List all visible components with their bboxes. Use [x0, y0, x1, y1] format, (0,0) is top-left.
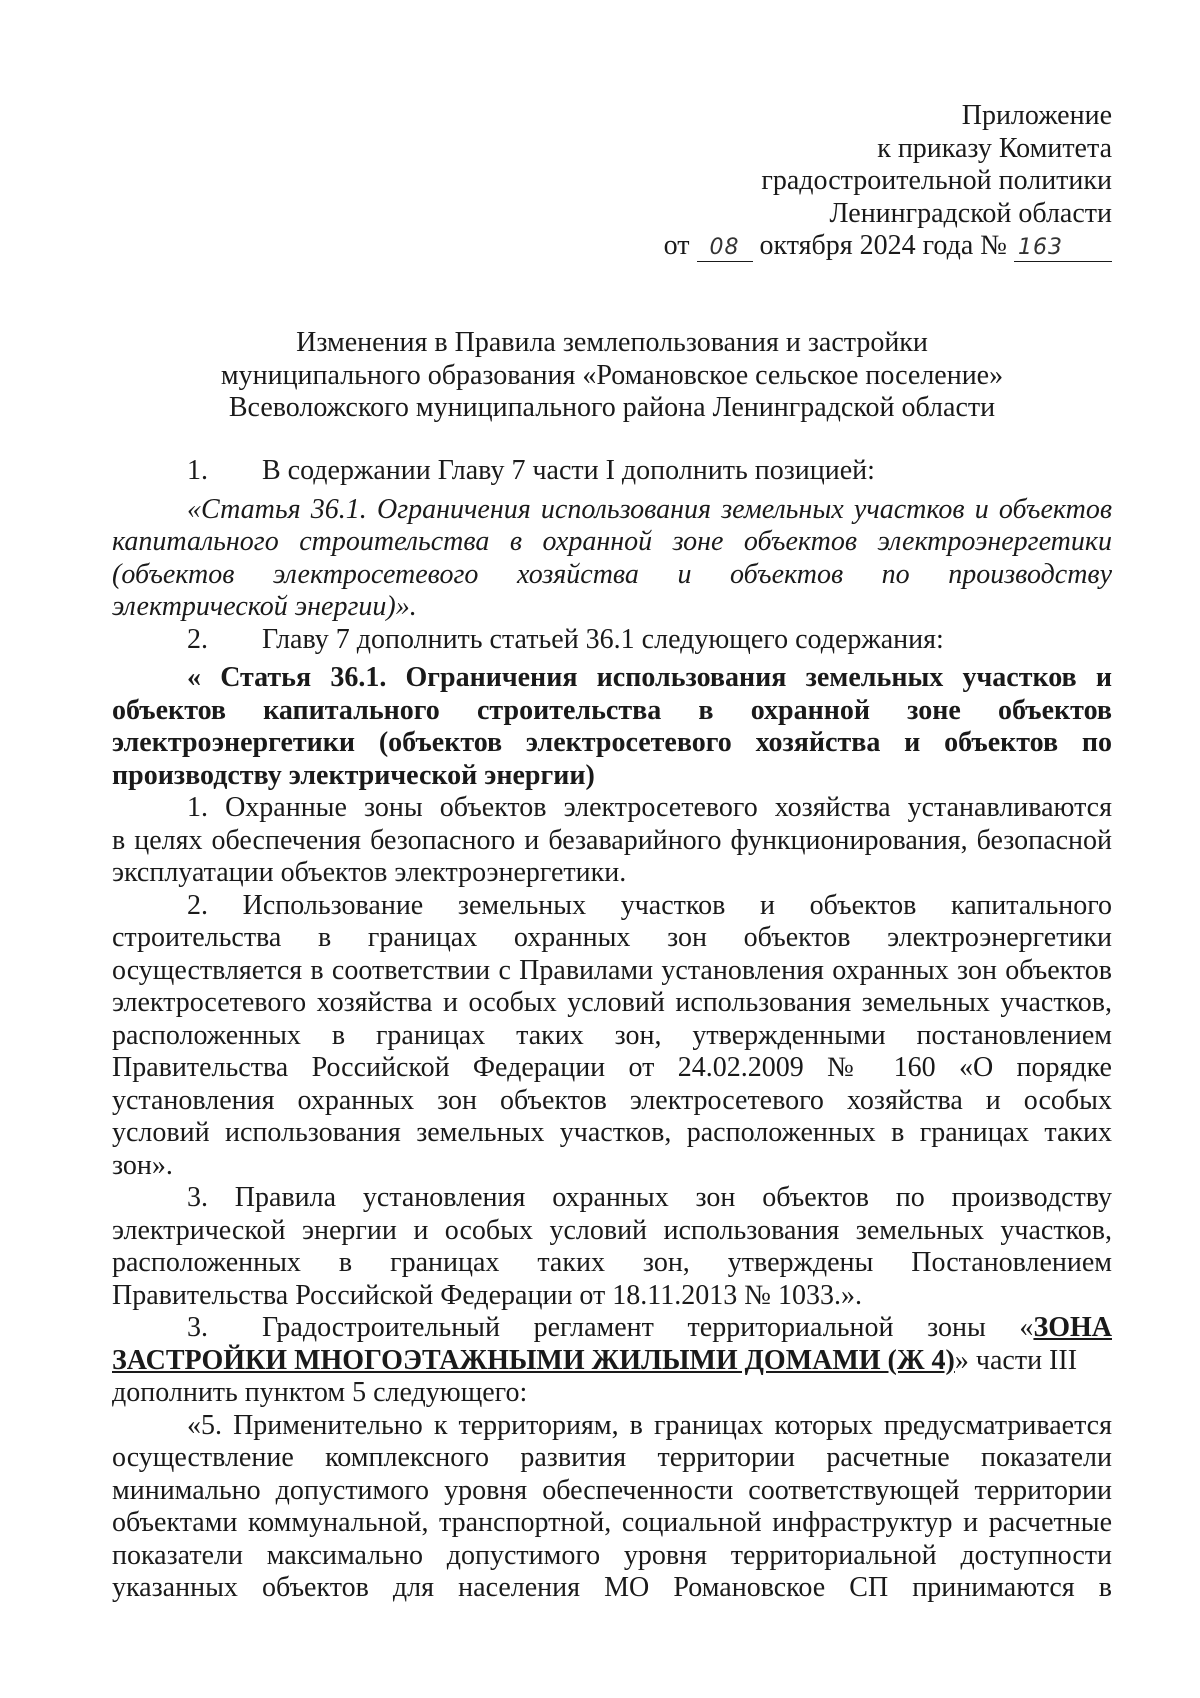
document-title	[112, 327, 1112, 425]
clause-2-line: Правительства Российской Федерации от 24.02.2009 № 160 «О порядке	[112, 1052, 1112, 1083]
zone-name: ЗАСТРОЙКИ МНОГОЭТАЖНЫМИ ЖИЛЫМИ ДОМАМИ (Ж 4)	[112, 1344, 955, 1376]
header-date-line	[412, 230, 1112, 263]
item-text: В содержании Главу 7 части I дополнить позицией:	[262, 455, 875, 486]
clause-1-line: эксплуатации объектов электроэнергетики.	[112, 857, 627, 888]
clause-5-line: объектами коммунальной, транспортной, социальной инфраструктур и расчетные	[112, 1507, 1112, 1538]
clause-3-line: электрической энергии и особых условий использования земельных участков,	[112, 1214, 1112, 1246]
clause-1-line: 1. Охранные зоны объектов электросетевого хозяйства устанавливаются	[187, 792, 1112, 823]
item-3	[112, 1312, 1112, 1345]
header-line: градостроительной политики	[761, 165, 1112, 196]
quote-line: (объектов электросетевого хозяйства и объектов по производству	[112, 558, 1112, 590]
clause-2-line: строительства в границах охранных зон объектов электроэнергетики	[112, 922, 1112, 953]
item-number: 1.	[187, 455, 208, 486]
quote-line: «Статья 36.1. Ограничения использования земельных участков и объектов	[187, 493, 1112, 525]
clause-2-line: осуществляется в соответствии с Правилами установления охранных зон объектов	[112, 954, 1112, 986]
article-heading-line: производству электрической энергии)	[112, 759, 595, 791]
item-number: 3.	[187, 1312, 208, 1343]
article-heading-line: « Статья 36.1. Ограничения использования земельных участков и	[187, 662, 1112, 693]
item-3-line: дополнить пунктом 5 следующего:	[112, 1377, 528, 1408]
item-text: » части III	[954, 1344, 1078, 1376]
clause-3-line: 3. Правила установления охранных зон объектов по производству	[187, 1182, 1112, 1213]
document-body	[112, 455, 1112, 1605]
date-prefix: от	[663, 230, 690, 261]
item-3-line	[112, 1345, 1112, 1378]
clause-2-line: установления охранных зон объектов электросетевого хозяйства и особых	[112, 1084, 1112, 1116]
clause-5-line: показатели максимально допустимого уровня территориальной доступности	[112, 1539, 1112, 1571]
clause-3-line: Правительства Российской Федерации от 18.11.2013 № 1033.».	[112, 1279, 862, 1311]
clause-2-line: условий использования земельных участков, расположенных в границах таких	[112, 1117, 1112, 1148]
header-line: к приказу Комитета	[877, 132, 1112, 164]
clause-2-line: 2. Использование земельных участков и объектов капитального	[187, 889, 1112, 921]
appendix-header	[412, 100, 1112, 263]
article-heading-line: электроэнергетики (объектов электросетевого хозяйства и объектов по	[112, 727, 1112, 758]
item-number: 2.	[187, 623, 208, 655]
clause-5-line: «5. Применительно к территориям, в границах которых предусматривается	[187, 1409, 1112, 1441]
header-line: Приложение	[961, 100, 1112, 131]
title-line: муниципального образования «Романовское сельское поселение»	[220, 359, 1004, 391]
item-1	[112, 455, 1112, 488]
clause-3-line: расположенных в границах таких зон, утверждены Постановлением	[112, 1247, 1112, 1278]
handwritten-day: 08	[697, 235, 753, 262]
handwritten-number: 163	[1014, 235, 1112, 262]
clause-5-line: указанных объектов для населения МО Романовское СП принимаются в	[112, 1572, 1112, 1603]
title-line: Изменения в Правила землепользования и застройки	[296, 327, 928, 358]
zone-name: ЗОНА	[1033, 1312, 1112, 1343]
clause-5-line: минимально допустимого уровня обеспеченности соответствующей территории	[112, 1474, 1112, 1506]
clause-5-line: осуществление комплексного развития территории расчетные показатели	[112, 1442, 1112, 1473]
clause-2-line: электросетевого хозяйства и особых условий использования земельных участков,	[112, 987, 1112, 1018]
header-line: Ленинградской области	[829, 197, 1112, 229]
date-rest: октября 2024 года №	[759, 230, 1007, 261]
item-text: Главу 7 дополнить статьей 36.1 следующего содержания:	[262, 623, 944, 655]
clause-2-line: расположенных в границах таких зон, утвержденными постановлением	[112, 1019, 1112, 1051]
quote-line: электрической энергии)».	[112, 591, 417, 622]
quote-line: капитального строительства в охранной зоне объектов электроэнергетики	[112, 526, 1112, 557]
title-line: Всеволожского муниципального района Ленинградской области	[228, 392, 996, 423]
clause-1-line: в целях обеспечения безопасного и безаварийного функционирования, безопасной	[112, 824, 1112, 856]
item-text: Градостроительный регламент территориальной зоны «	[262, 1312, 1034, 1343]
article-heading-line: объектов капитального строительства в охранной зоне объектов	[112, 694, 1112, 726]
item-2	[112, 624, 1112, 657]
clause-2-line: зон».	[112, 1149, 173, 1181]
